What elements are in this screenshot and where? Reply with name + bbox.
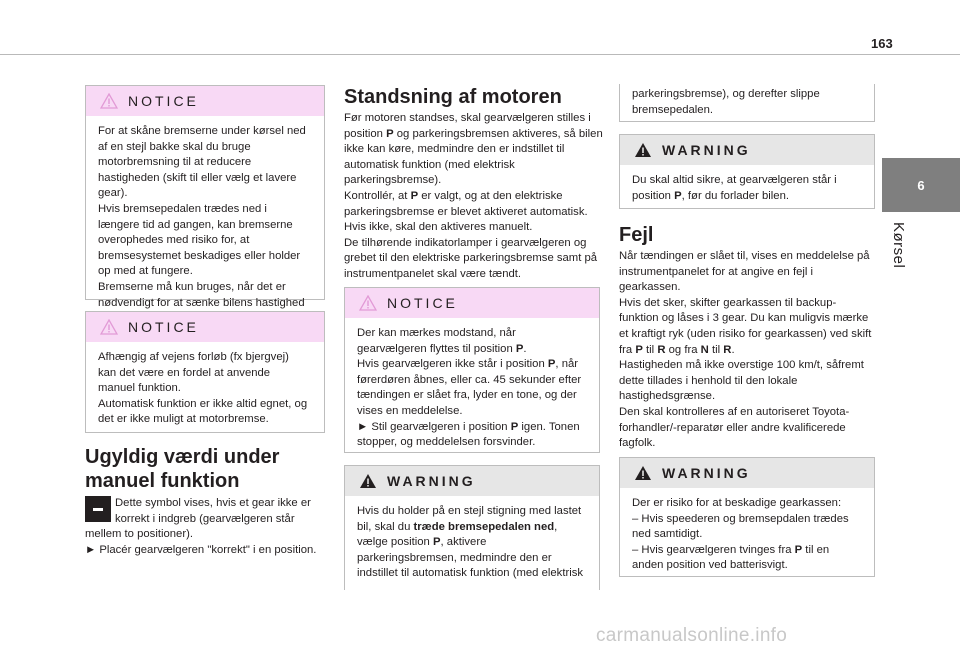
section-title-fault: Fejl (619, 224, 654, 246)
paragraph: Den skal kontrolleres af en autoriseret Toyota-forhandler/-reparatør eller andre kvalificerede fagfolk. (619, 405, 850, 450)
section-body-stopping-engine (344, 111, 604, 283)
continued-warning-box (619, 84, 875, 122)
notice-text: For at skåne bremserne under kørsel ned af en stejl bakke skal du bruge motorbremsning til at reducere hastigheden (skift til eller vælg et lavere gear). (98, 125, 306, 200)
notice-box-braking (85, 85, 325, 309)
notice-text: Bremserne må kun bruges, når det er nødvendigt for at sænke bilens hastighed (98, 280, 305, 309)
warning-box-steep-slope (344, 465, 600, 590)
section-title-stopping-engine: Standsning af motoren (344, 86, 562, 108)
notice-text: Automatisk funktion er ikke altid egnet, og det er ikke muligt at motorbremse. (98, 397, 308, 426)
watermark: carmanualsonline.info (596, 625, 788, 646)
warning-text: Du skal altid sikre, at gearvælgeren står i position P, før du forlader bilen. (632, 174, 837, 202)
warning-heading: WARNING (387, 473, 476, 489)
chapter-number: 6 (917, 177, 925, 193)
paragraph: Kontrollér, at P er valgt, og at den elektriske parkeringsbremse er blevet aktiveret automatisk. (344, 189, 588, 218)
notice-box-manual-mode (85, 311, 325, 433)
notice-heading: NOTICE (128, 319, 199, 335)
warning-triangle-icon (634, 465, 652, 481)
section-title-invalid-value: Ugyldig værdi under manuel funktion (85, 446, 280, 492)
notice-text: ► Stil gearvælgeren i position P igen. Tonen stopper, og meddelelsen forsvinder. (357, 420, 580, 449)
paragraph: Før motoren standses, skal gearvælgeren stilles i position P og parkeringsbremsen aktiveres, så bilen ikke kan køre, medmindre den er indstillet til automatisk funktion (med elektrisk parkeringsbremse). (344, 112, 603, 187)
notice-triangle-icon (100, 319, 118, 335)
warning-text: Der er risiko for at beskadige gearkassen: (632, 497, 842, 509)
warning-text: parkeringsbremse), og derefter slippe bremsepedalen. (632, 88, 820, 116)
notice-heading: NOTICE (128, 93, 199, 109)
page-number: 163 (871, 36, 893, 51)
notice-heading: NOTICE (387, 295, 458, 311)
header-rule (0, 54, 960, 55)
warning-triangle-icon (634, 142, 652, 158)
notice-text: Hvis bremsepedalen trædes ned i længere tid ad gangen, kan bremserne overophedes med risiko for, at bremsesystemet beskadiges eller holder op med at fungere. (98, 202, 301, 278)
section-body-fault (619, 249, 875, 452)
warning-text: Hvis du holder på en stejl stigning med lastet bil, skal du træde bremsepedalen ned, vælge position P, aktivere parkeringsbremsen, medmindre den er indstillet til automatisk funktion (med elektrisk (357, 505, 584, 580)
section-bullet: ► Placér gearvælgeren "korrekt" i en position. (85, 543, 317, 556)
warning-triangle-icon (359, 473, 377, 489)
paragraph: De tilhørende indikatorlamper i gearvælgeren og grebet til den elektriske parkeringsbremse samt på instrumentpanelet skal være tændt. (344, 236, 598, 280)
notice-text: Der kan mærkes modstand, når gearvælgeren flyttes til position P. (357, 327, 527, 355)
paragraph: Hvis det sker, skifter gearkassen til backup-funktion og låses i 3 gear. Du kan muligvis mærke et kraftigt ryk (uden risiko for gearkassen) ved skift fra P til R og fra N til R. (619, 296, 872, 356)
section-text: Dette symbol vises, hvis et gear ikke er korrekt i indgreb (gearvælgeren står mellem to positioner). (85, 497, 311, 541)
chapter-tab[interactable] (882, 158, 960, 212)
warning-heading: WARNING (662, 465, 751, 481)
warning-box-gearbox-damage (619, 457, 875, 577)
paragraph: Hvis ikke, skal den aktiveres manuelt. (344, 221, 533, 234)
gear-fault-symbol-icon (85, 496, 111, 522)
notice-text: Afhængig af vejens forløb (fx bjergvej) kan det være en fordel at anvende manuel funktion. (98, 351, 289, 395)
warning-text: – Hvis speederen og bremsepdalen trædes ned samtidigt. (632, 512, 849, 541)
section-body-invalid-value (85, 496, 325, 558)
chapter-label: Kørsel (890, 222, 907, 269)
notice-box-resistance (344, 287, 600, 453)
notice-triangle-icon (359, 295, 377, 311)
notice-text: Hvis gearvælgeren ikke står i position P, når førerdøren åbnes, eller ca. 45 sekunder efter tændingen er slået fra, lyder en tone, og der vises en meddelelse. (357, 358, 582, 417)
notice-triangle-icon (100, 93, 118, 109)
warning-text: – Hvis gearvælgeren tvinges fra P til en anden position ved batterisvigt. (632, 543, 830, 572)
paragraph: Når tændingen er slået til, vises en meddelelse på instrumentpanelet for at angive en fejl i gearkassen. (619, 250, 870, 294)
paragraph: Hastigheden må ikke overstige 100 km/t, såfremt dette tillades i henhold til den lokale hastighedsgrænse. (619, 359, 864, 403)
warning-heading: WARNING (662, 142, 751, 158)
warning-box-leave-vehicle (619, 134, 875, 209)
